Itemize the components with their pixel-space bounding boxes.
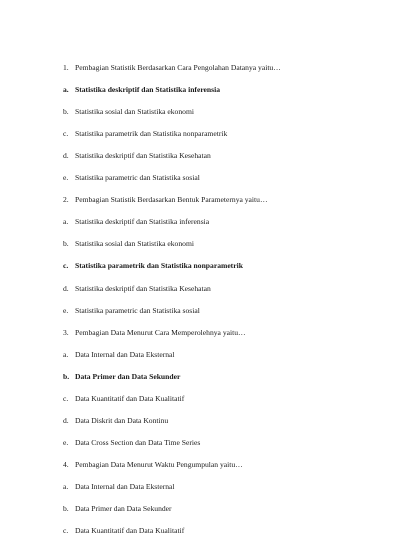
question-number: 3.: [63, 328, 69, 337]
option-letter: b.: [63, 372, 70, 381]
answer-option: [63, 348, 383, 362]
option-letter: d.: [63, 284, 69, 293]
option-text: Statistika deskriptif dan Statistika inferensia: [75, 217, 210, 226]
answer-option: [63, 171, 383, 185]
question-number: 1.: [63, 63, 69, 72]
option-letter: d.: [63, 151, 69, 160]
answer-option: [63, 127, 383, 141]
answer-option: [63, 524, 383, 538]
option-text: Data Cross Section dan Data Time Series: [75, 438, 201, 447]
answer-option: [63, 149, 383, 163]
answer-option: [63, 215, 383, 229]
option-letter: c.: [63, 394, 69, 403]
option-letter: d.: [63, 416, 69, 425]
answer-option-correct: [63, 259, 383, 273]
option-letter: b.: [63, 107, 69, 116]
question-text: Pembagian Statistik Berdasarkan Cara Pengolahan Datanya yaitu…: [75, 63, 281, 72]
option-letter: c.: [63, 129, 69, 138]
option-text: Data Kuantitatif dan Data Kualitatif: [75, 394, 185, 403]
option-text: Data Kuantitatif dan Data Kualitatif: [75, 526, 185, 535]
option-letter: b.: [63, 239, 69, 248]
option-text: Statistika parametrik dan Statistika nonparametrik: [75, 261, 243, 270]
question-line: [63, 458, 383, 472]
option-text: Data Primer dan Data Sekunder: [75, 372, 181, 381]
option-text: Statistika deskriptif dan Statistika inferensia: [75, 85, 221, 94]
option-letter: a.: [63, 217, 69, 226]
answer-option: [63, 414, 383, 428]
answer-option: [63, 392, 383, 406]
option-text: Statistika deskriptif dan Statistika Kesehatan: [75, 284, 211, 293]
option-text: Data Primer dan Data Sekunder: [75, 504, 172, 513]
question-line: [63, 326, 383, 340]
answer-option: [63, 480, 383, 494]
option-text: Data Internal dan Data Eksternal: [75, 482, 175, 491]
question-text: Pembagian Data Menurut Waktu Pengumpulan yaitu…: [75, 460, 243, 469]
option-letter: a.: [63, 350, 69, 359]
option-text: Statistika sosial dan Statistika ekonomi: [75, 107, 194, 116]
question-text: Pembagian Data Menurut Cara Memperolehnya yaitu…: [75, 328, 246, 337]
question-line: [63, 61, 383, 75]
option-letter: e.: [63, 438, 69, 447]
question-line: [63, 193, 383, 207]
question-number: 2.: [63, 195, 69, 204]
answer-option: [63, 436, 383, 450]
answer-option-correct: [63, 83, 383, 97]
option-text: Data Internal dan Data Eksternal: [75, 350, 175, 359]
answer-option: [63, 282, 383, 296]
answer-option: [63, 105, 383, 119]
option-letter: a.: [63, 85, 69, 94]
option-text: Statistika sosial dan Statistika ekonomi: [75, 239, 194, 248]
option-text: Statistika parametric dan Statistika sosial: [75, 173, 200, 182]
option-letter: b.: [63, 504, 69, 513]
option-text: Statistika parametrik dan Statistika nonparametrik: [75, 129, 228, 138]
question-number: 4.: [63, 460, 69, 469]
option-letter: e.: [63, 173, 69, 182]
answer-option: [63, 502, 383, 516]
option-letter: a.: [63, 482, 69, 491]
option-letter: c.: [63, 526, 69, 535]
option-text: Statistika parametric dan Statistika sosial: [75, 306, 200, 315]
answer-option: [63, 304, 383, 318]
option-letter: c.: [63, 261, 69, 270]
option-text: Data Diskrit dan Data Kontinu: [75, 416, 169, 425]
answer-option-correct: [63, 370, 383, 384]
option-text: Statistika deskriptif dan Statistika Kesehatan: [75, 151, 211, 160]
question-text: Pembagian Statistik Berdasarkan Bentuk Parameternya yaitu…: [75, 195, 268, 204]
option-letter: e.: [63, 306, 69, 315]
answer-option: [63, 237, 383, 251]
